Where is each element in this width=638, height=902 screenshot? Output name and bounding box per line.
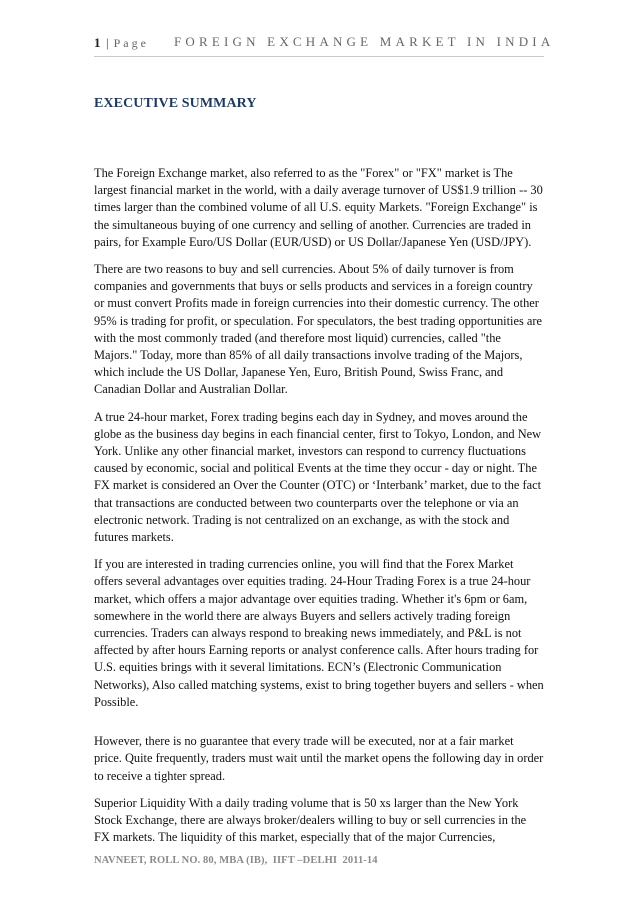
page-footer: NAVNEET, ROLL NO. 80, MBA (IB), IIFT –DELHI 2011-14 xyxy=(94,855,378,866)
header-title: FOREIGN EXCHANGE MARKET IN INDIA xyxy=(174,34,555,49)
page-header xyxy=(94,34,555,57)
paragraph-5: However, there is no guarantee that every trade will be executed, nor at a fair market price. Quite frequently, traders must wait until the market opens the following day in order to receive a tighter spread. xyxy=(94,734,544,783)
paragraph-1: The Foreign Exchange market, also referred to as the "Forex" or "FX" market is The largest financial market in the world, with a daily average turnover of US$1.9 trillion -- 30 times larger than the combined volume of all U.S. equity Markets. "Foreign Exchange" is the simultaneous buying of one currency and selling of another. Currencies are traded in pairs, for Example Euro/US Dollar (EUR/USD) or US Dollar/Japanese Yen (USD/JPY). xyxy=(94,166,543,249)
paragraph-2: There are two reasons to buy and sell currencies. About 5% of daily turnover is from companies and governments that buys or sells products and services in a foreign country or must convert Profits made in foreign currencies into their domestic currency. The other 95% is trading for profit, or speculation. For speculators, the best trading opportunities are with the most commonly traded (and therefore most liquid) currencies, called "the Majors." Today, more than 85% of all daily transactions involve trading of the Majors, which include the US Dollar, Japanese Yen, Euro, British Pound, Swiss Franc, and Canadian Dollar and Australian Dollar. xyxy=(94,262,543,397)
paragraph-4: If you are interested in trading currencies online, you will find that the Forex Market offers several advantages over equities trading. 24-Hour Trading Forex is a true 24-hour market, which offers a major advantage over equities trading. Whether it's 6pm or 6am, somewhere in the world there are always Buyers and sellers actively trading foreign currencies. Traders can always respond to breaking news immediately, and P&L is not affected by after hours Earning reports or analyst conference calls. After hours trading for U.S. equities brings with it several limitations. ECN’s (Electronic Communication Networks), Also called matching systems, exist to bring together buyers and sellers - when Possible. xyxy=(94,557,544,709)
section-heading: EXECUTIVE SUMMARY xyxy=(94,96,257,111)
paragraph-3: A true 24-hour market, Forex trading begins each day in Sydney, and moves around the globe as the business day begins in each financial center, first to Tokyo, London, and New York. Unlike any other financial market, investors can respond to currency fluctuations caused by economic, social and political Events at the time they occur - day or night. The FX market is considered an Over the Counter (OTC) or ‘Interbank’ market, due to the fact that transactions are conducted between two counterparts over the telephone or via an electronic network. Trading is not centralized on an exchange, as with the stock and futures markets. xyxy=(94,409,542,545)
document-body xyxy=(94,165,544,856)
page-number: 1 xyxy=(94,35,101,50)
page-label: Page xyxy=(113,36,149,50)
page-separator: | xyxy=(106,35,109,50)
paragraph-6: Superior Liquidity With a daily trading volume that is 50 xs larger than the New York Stock Exchange, there are always broker/dealers willing to buy or sell currencies in the FX markets. The liquidity of this market, especially that of the major Currencies, xyxy=(94,795,527,845)
